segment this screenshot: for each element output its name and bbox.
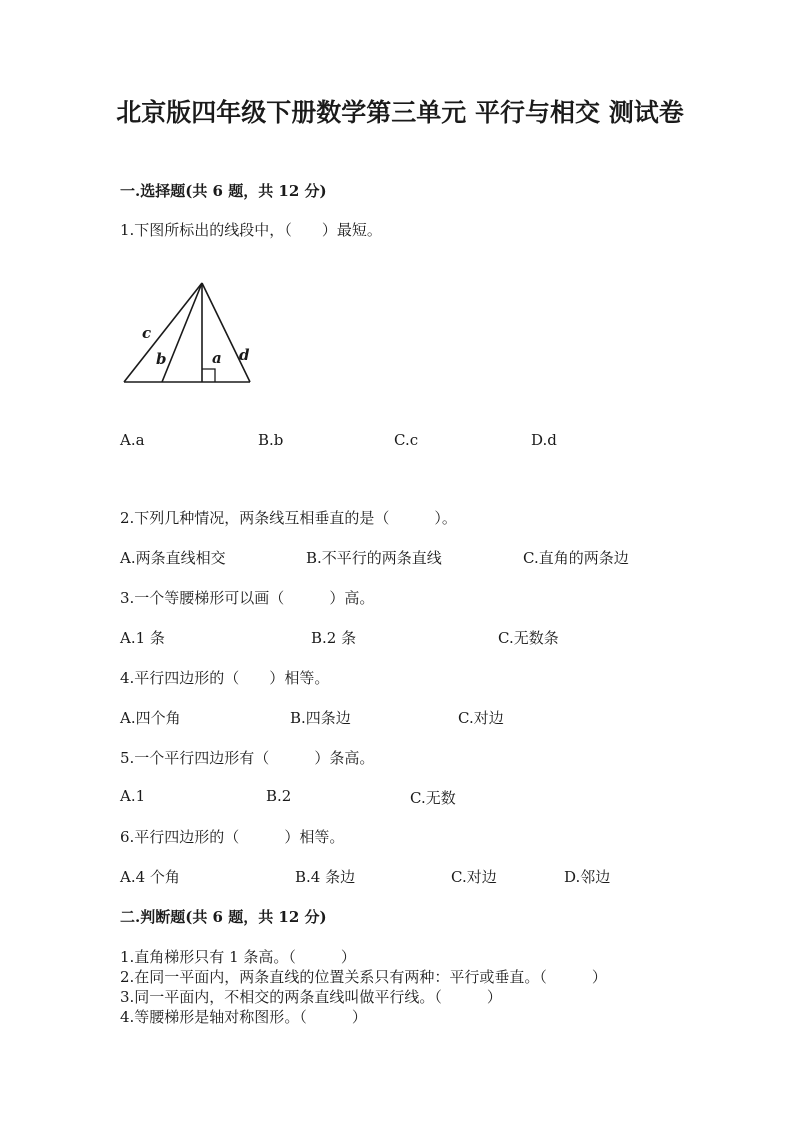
question-6: 6.平行四边形的（ ）相等。 [120,828,345,846]
option-a[interactable]: A.两条直线相交 [120,549,226,567]
option-c[interactable]: C.对边 [451,868,497,886]
section-heading-judge: 二.判断题(共 6 题，共 12 分) [120,908,327,926]
label-b: b [156,350,167,368]
option-a[interactable]: A.4 个角 [120,868,180,886]
question-2: 2.下列几种情况，两条线互相垂直的是（ ）。 [120,509,457,527]
label-c: c [142,324,152,342]
question-3: 3.一个等腰梯形可以画（ ）高。 [120,589,375,607]
option-d[interactable]: D.d [531,431,557,449]
option-c[interactable]: C.无数 [410,789,456,807]
judge-item-2: 2.在同一平面内，两条直线的位置关系只有两种：平行或垂直。（ ） [120,968,607,986]
option-b[interactable]: B.不平行的两条直线 [306,549,442,567]
option-d[interactable]: D.邻边 [564,868,611,886]
question-5: 5.一个平行四边形有（ ）条高。 [120,749,375,767]
option-a[interactable]: A.1 [120,787,146,805]
option-c[interactable]: C.直角的两条边 [523,549,629,567]
judge-item-3: 3.同一平面内，不相交的两条直线叫做平行线。（ ） [120,988,502,1006]
segment-b [162,283,202,382]
label-d: d [239,346,250,364]
option-a[interactable]: A.a [120,431,145,449]
question-4: 4.平行四边形的（ ）相等。 [120,669,330,687]
option-a[interactable]: A.四个角 [120,709,181,727]
option-b[interactable]: B.2 [266,787,292,805]
option-b[interactable]: B.2 条 [311,629,357,647]
right-angle-mark [202,369,215,382]
option-c[interactable]: C.无数条 [498,629,559,647]
judge-item-4: 4.等腰梯形是轴对称图形。（ ） [120,1008,367,1026]
judge-item-1: 1.直角梯形只有 1 条高。（ ） [120,948,356,966]
triangle-figure [118,280,268,390]
option-b[interactable]: B.四条边 [290,709,351,727]
option-b[interactable]: B.b [258,431,284,449]
label-a: a [212,349,222,367]
section-heading-choice: 一.选择题(共 6 题，共 12 分) [120,182,327,200]
question-1: 1.下图所标出的线段中，（ ）最短。 [120,221,382,239]
option-c[interactable]: C.c [394,431,419,449]
segment-d [202,283,250,382]
page-title: 北京版四年级下册数学第三单元 平行与相交 测试卷 [116,98,684,127]
option-c[interactable]: C.对边 [458,709,504,727]
option-b[interactable]: B.4 条边 [295,868,356,886]
option-a[interactable]: A.1 条 [120,629,165,647]
